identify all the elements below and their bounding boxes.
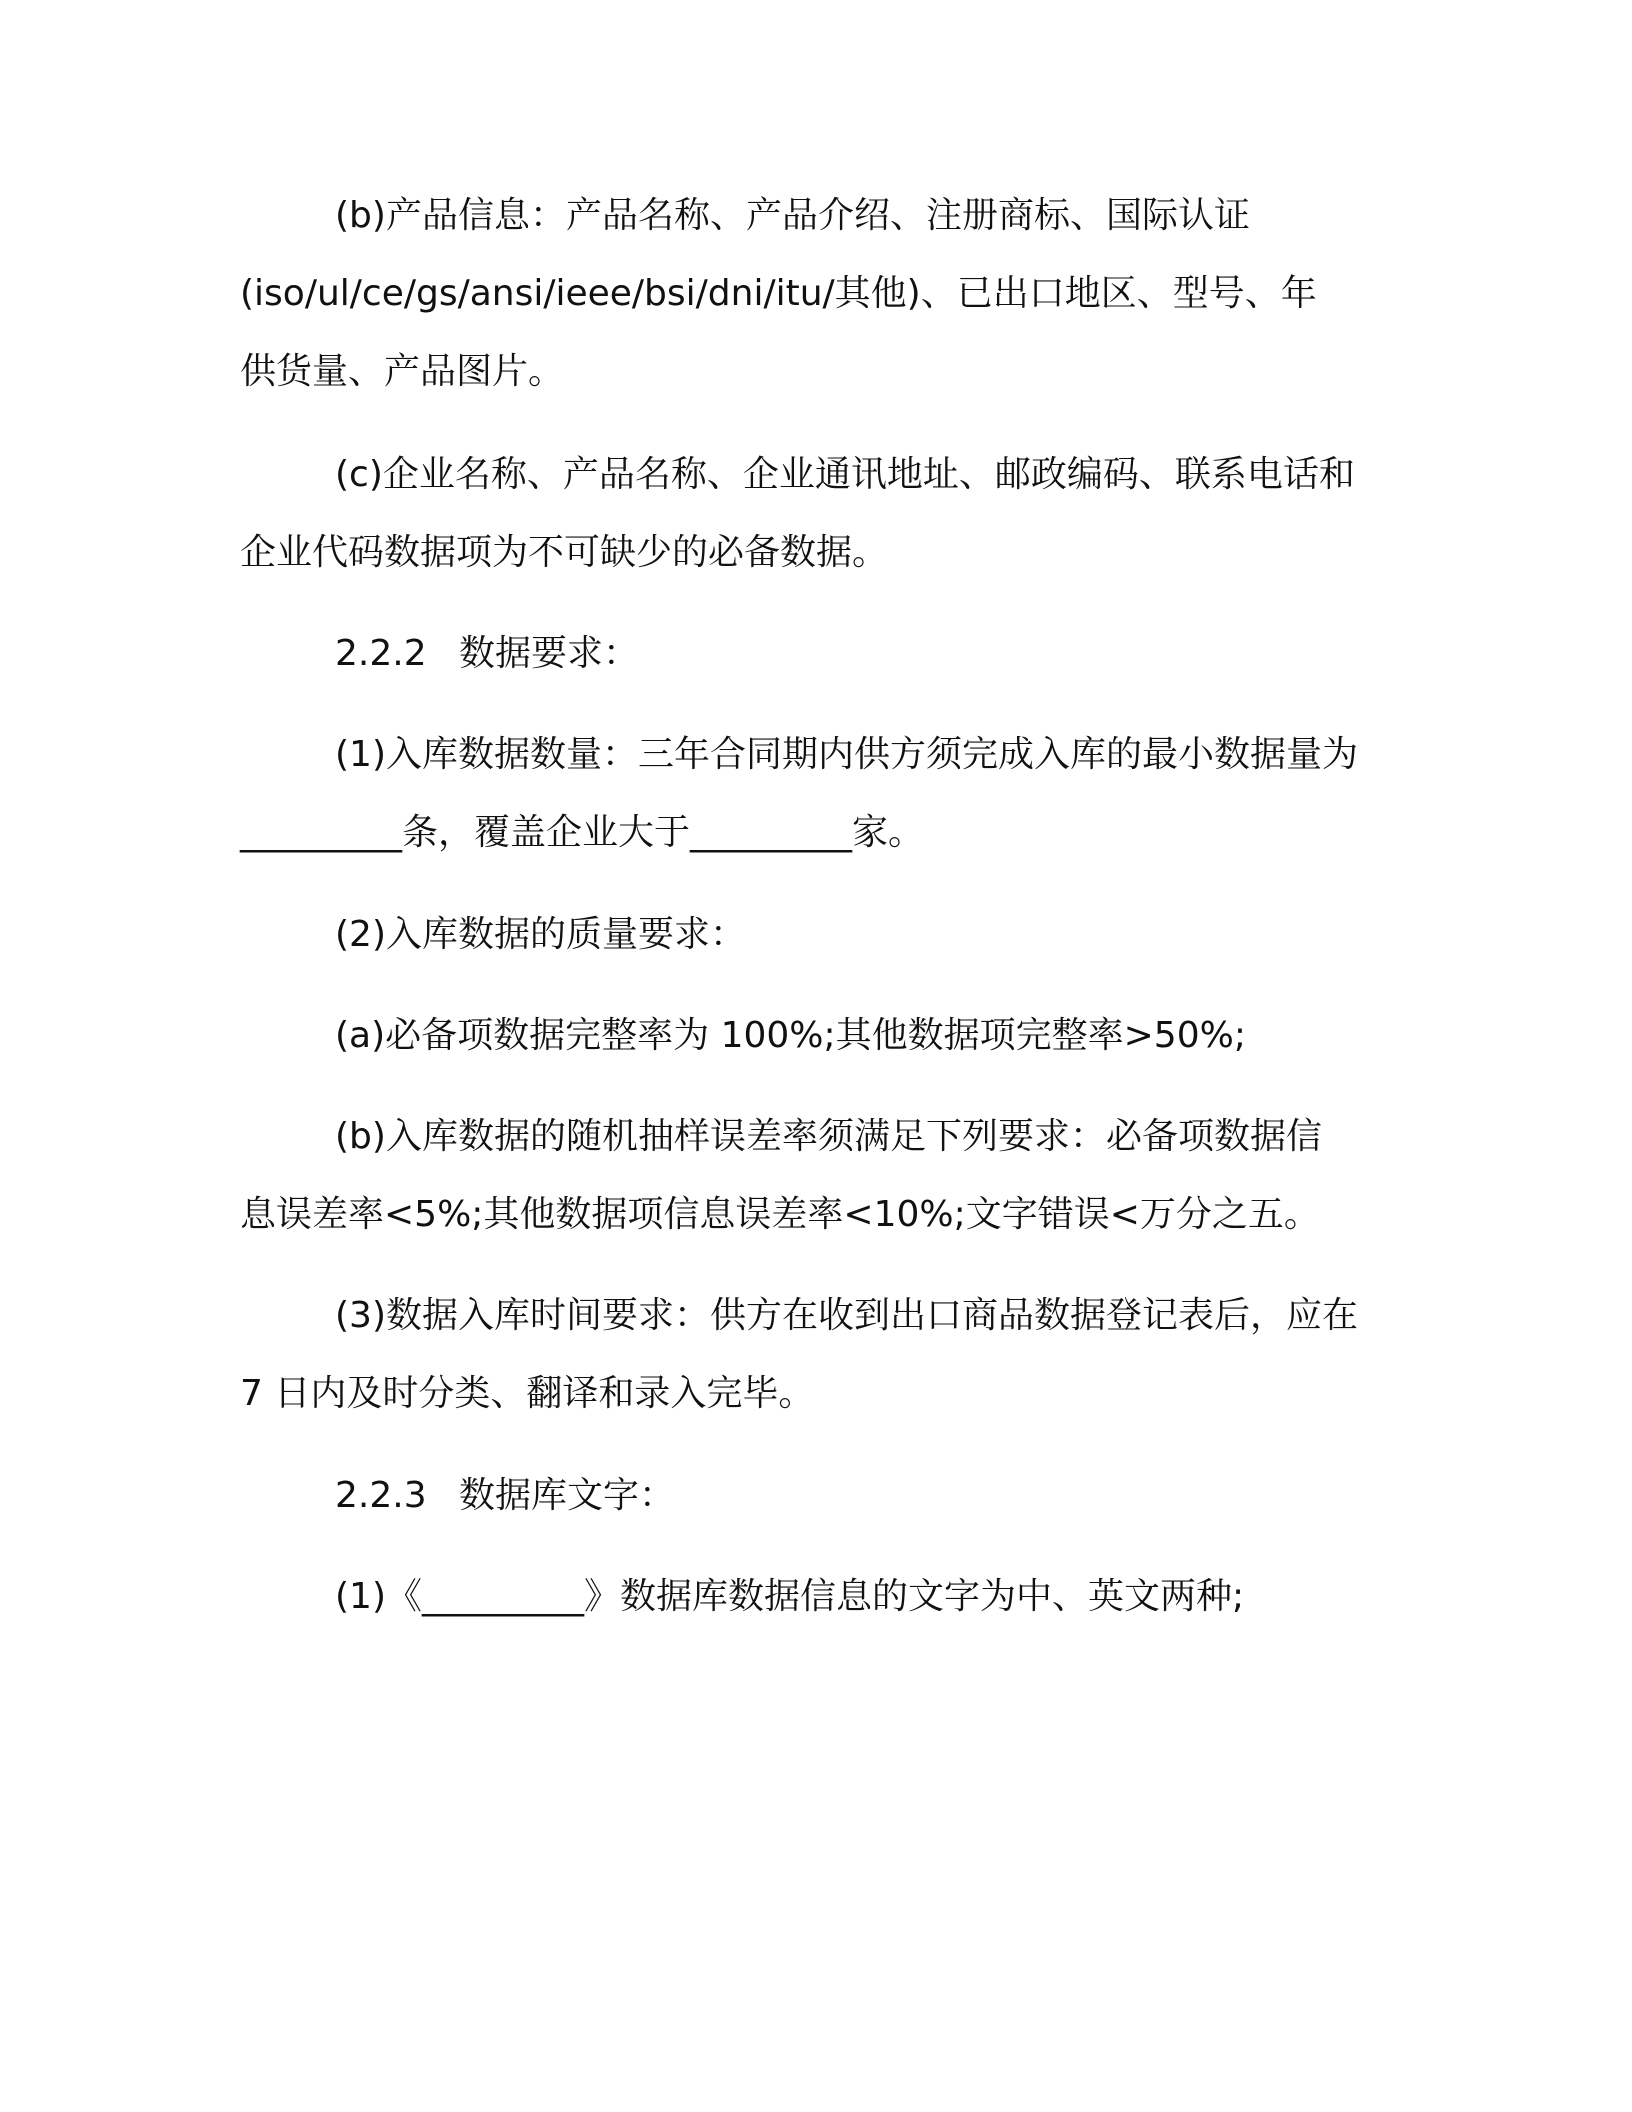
text-line: (b)产品信息：产品名称、产品介绍、注册商标、国际认证 (335, 195, 1250, 236)
text-line: _________条，覆盖企业大于_________家。 (240, 812, 925, 853)
paragraph-required-fields (240, 436, 1400, 592)
text-line: (1)入库数据数量：三年合同期内供方须完成入库的最小数据量为 (335, 734, 1358, 775)
paragraph-database-language (240, 1558, 1400, 1636)
text-line: 企业代码数据项为不可缺少的必备数据。 (240, 532, 889, 573)
section-number: 2.2.2 (335, 633, 427, 674)
paragraph-completeness-rate (240, 997, 1400, 1075)
text-line: (c)企业名称、产品名称、企业通讯地址、邮政编码、联系电话和 (335, 454, 1355, 495)
text-line (240, 615, 1400, 693)
text-line: (3)数据入库时间要求：供方在收到出口商品数据登记表后，应在 (335, 1295, 1358, 1336)
text-line: (b)入库数据的随机抽样误差率须满足下列要求：必备项数据信 (335, 1116, 1322, 1157)
section-title: 数据要求： (459, 633, 640, 674)
section-heading-2-2-2 (240, 615, 1400, 693)
text-line: (1)《_________》数据库数据信息的文字为中、英文两种; (335, 1576, 1245, 1617)
paragraph-time-requirement (240, 1277, 1400, 1433)
paragraph-data-quantity (240, 716, 1400, 872)
text-line: (a)必备项数据完整率为 100%;其他数据项完整率>50%; (335, 1015, 1246, 1056)
text-line (240, 1457, 1400, 1535)
text-line: (2)入库数据的质量要求： (335, 914, 746, 955)
section-heading-2-2-3 (240, 1457, 1400, 1535)
text-line: 7 日内及时分类、翻译和录入完毕。 (240, 1373, 815, 1414)
section-title: 数据库文字： (459, 1475, 676, 1516)
document-page (240, 0, 1400, 2112)
text-line: 息误差率<5%;其他数据项信息误差率<10%;文字错误<万分之五。 (240, 1194, 1320, 1235)
paragraph-quality-requirements (240, 896, 1400, 974)
section-number: 2.2.3 (335, 1475, 427, 1516)
paragraph-product-info (240, 177, 1400, 411)
paragraph-error-rate (240, 1098, 1400, 1254)
text-line: (iso/ul/ce/gs/ansi/ieee/bsi/dni/itu/其他)、已出口地区、型号、年 (240, 273, 1317, 314)
text-line: 供货量、产品图片。 (240, 351, 565, 392)
